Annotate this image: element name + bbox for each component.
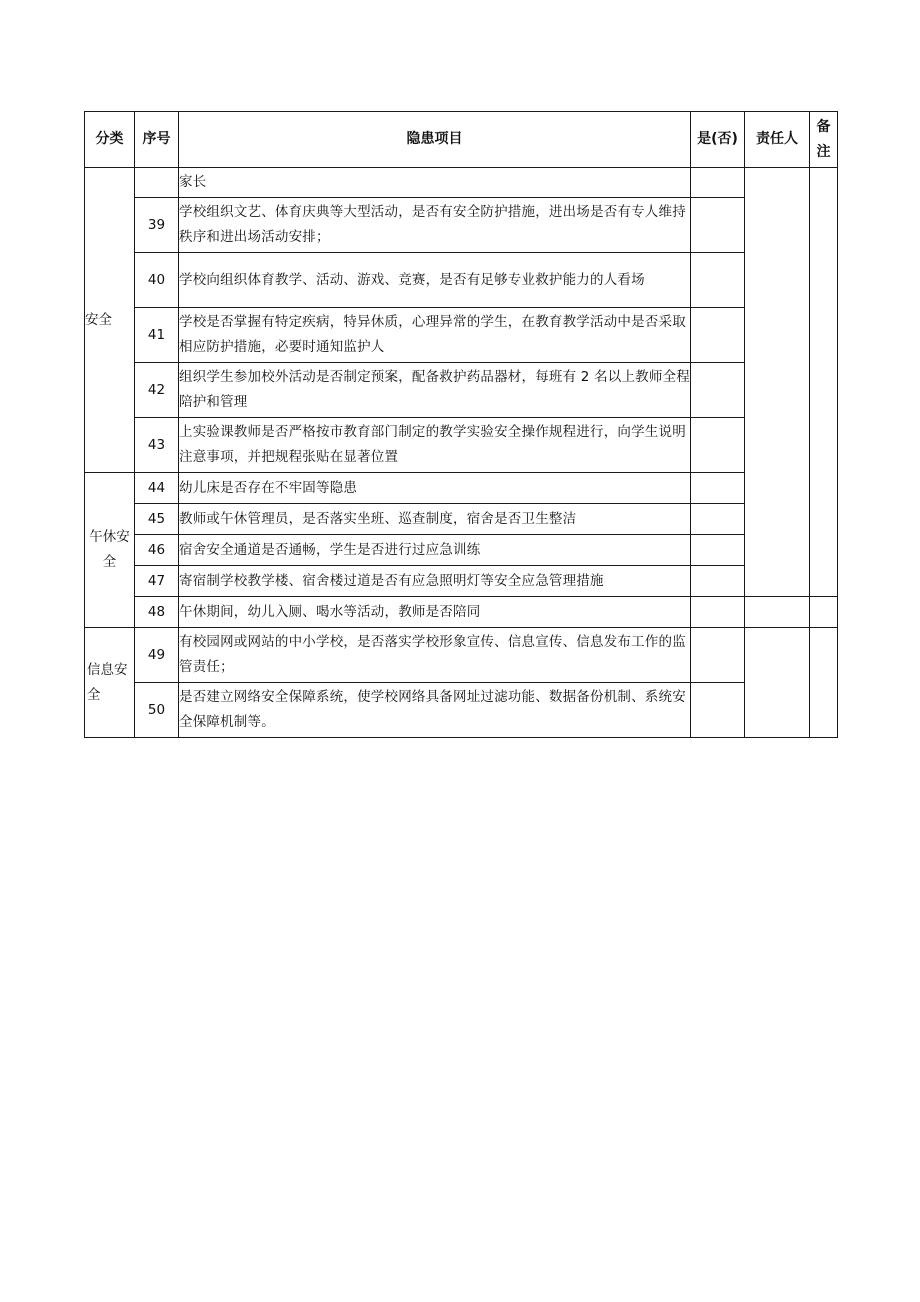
table-row <box>85 566 838 597</box>
header-number: 序号 <box>135 112 179 168</box>
table-row <box>85 535 838 566</box>
row-number: 39 <box>135 198 179 253</box>
category-info-safety: 信息安全 <box>85 628 135 738</box>
row-number: 40 <box>135 253 179 308</box>
row-item: 幼儿床是否存在不牢固等隐患 <box>179 473 691 504</box>
hazard-checklist-page <box>84 111 838 738</box>
yes-no-cell[interactable] <box>691 168 745 198</box>
responsible-cell[interactable] <box>745 168 810 597</box>
row-item: 教师或午休管理员，是否落实坐班、巡查制度，宿舍是否卫生整洁 <box>179 504 691 535</box>
table-row <box>85 363 838 418</box>
note-cell[interactable] <box>810 628 838 738</box>
yes-no-cell[interactable] <box>691 504 745 535</box>
header-responsible: 责任人 <box>745 112 810 168</box>
table-header-row <box>85 112 838 168</box>
row-item: 宿舍安全通道是否通畅，学生是否进行过应急训练 <box>179 535 691 566</box>
table-row <box>85 308 838 363</box>
yes-no-cell[interactable] <box>691 535 745 566</box>
header-yes-no: 是(否) <box>691 112 745 168</box>
table-row <box>85 418 838 473</box>
yes-no-cell[interactable] <box>691 198 745 253</box>
header-category: 分类 <box>85 112 135 168</box>
category-nap-safety: 午休安全 <box>85 473 135 628</box>
yes-no-cell[interactable] <box>691 253 745 308</box>
table-row <box>85 253 838 308</box>
header-note: 备注 <box>810 112 838 168</box>
table-row <box>85 198 838 253</box>
row-number: 43 <box>135 418 179 473</box>
yes-no-cell[interactable] <box>691 597 745 628</box>
table-row <box>85 504 838 535</box>
table-row <box>85 168 838 198</box>
row-number: 48 <box>135 597 179 628</box>
responsible-cell[interactable] <box>745 597 810 628</box>
row-item: 家长 <box>179 168 691 198</box>
row-number: 46 <box>135 535 179 566</box>
row-item: 学校向组织体育教学、活动、游戏、竞赛，是否有足够专业救护能力的人看场 <box>179 253 691 308</box>
responsible-cell[interactable] <box>745 628 810 738</box>
row-item: 学校组织文艺、体育庆典等大型活动，是否有安全防护措施，进出场是否有专人维持秩序和进出场活动安排； <box>179 198 691 253</box>
row-number: 50 <box>135 683 179 738</box>
note-cell[interactable] <box>810 597 838 628</box>
hazard-checklist-table <box>84 111 838 738</box>
row-item: 是否建立网络安全保障系统，使学校网络具备网址过滤功能、数据备份机制、系统安全保障机制等。 <box>179 683 691 738</box>
row-item: 寄宿制学校教学楼、宿舍楼过道是否有应急照明灯等安全应急管理措施 <box>179 566 691 597</box>
row-number: 45 <box>135 504 179 535</box>
row-number: 44 <box>135 473 179 504</box>
yes-no-cell[interactable] <box>691 363 745 418</box>
table-row <box>85 628 838 683</box>
row-item: 学校是否掌握有特定疾病，特异休质，心理异常的学生，在教育教学活动中是否采取相应防护措施，必要时通知监护人 <box>179 308 691 363</box>
row-item: 上实验课教师是否严格按市教育部门制定的教学实验安全操作规程进行，向学生说明注意事项，并把规程张贴在显著位置 <box>179 418 691 473</box>
row-number: 42 <box>135 363 179 418</box>
yes-no-cell[interactable] <box>691 308 745 363</box>
table-row <box>85 597 838 628</box>
table-row <box>85 683 838 738</box>
category-safety: 安全 <box>85 168 135 473</box>
row-number: 41 <box>135 308 179 363</box>
row-number <box>135 168 179 198</box>
note-cell[interactable] <box>810 168 838 597</box>
yes-no-cell[interactable] <box>691 566 745 597</box>
yes-no-cell[interactable] <box>691 473 745 504</box>
row-item: 组织学生参加校外活动是否制定预案，配备救护药品器材，每班有 2 名以上教师全程陪护和管理 <box>179 363 691 418</box>
row-item: 午休期间，幼儿入厕、喝水等活动，教师是否陪同 <box>179 597 691 628</box>
row-number: 49 <box>135 628 179 683</box>
header-item: 隐患项目 <box>179 112 691 168</box>
row-item: 有校园网或网站的中小学校，是否落实学校形象宣传、信息宣传、信息发布工作的监管责任； <box>179 628 691 683</box>
row-number: 47 <box>135 566 179 597</box>
yes-no-cell[interactable] <box>691 628 745 683</box>
yes-no-cell[interactable] <box>691 418 745 473</box>
table-row <box>85 473 838 504</box>
yes-no-cell[interactable] <box>691 683 745 738</box>
